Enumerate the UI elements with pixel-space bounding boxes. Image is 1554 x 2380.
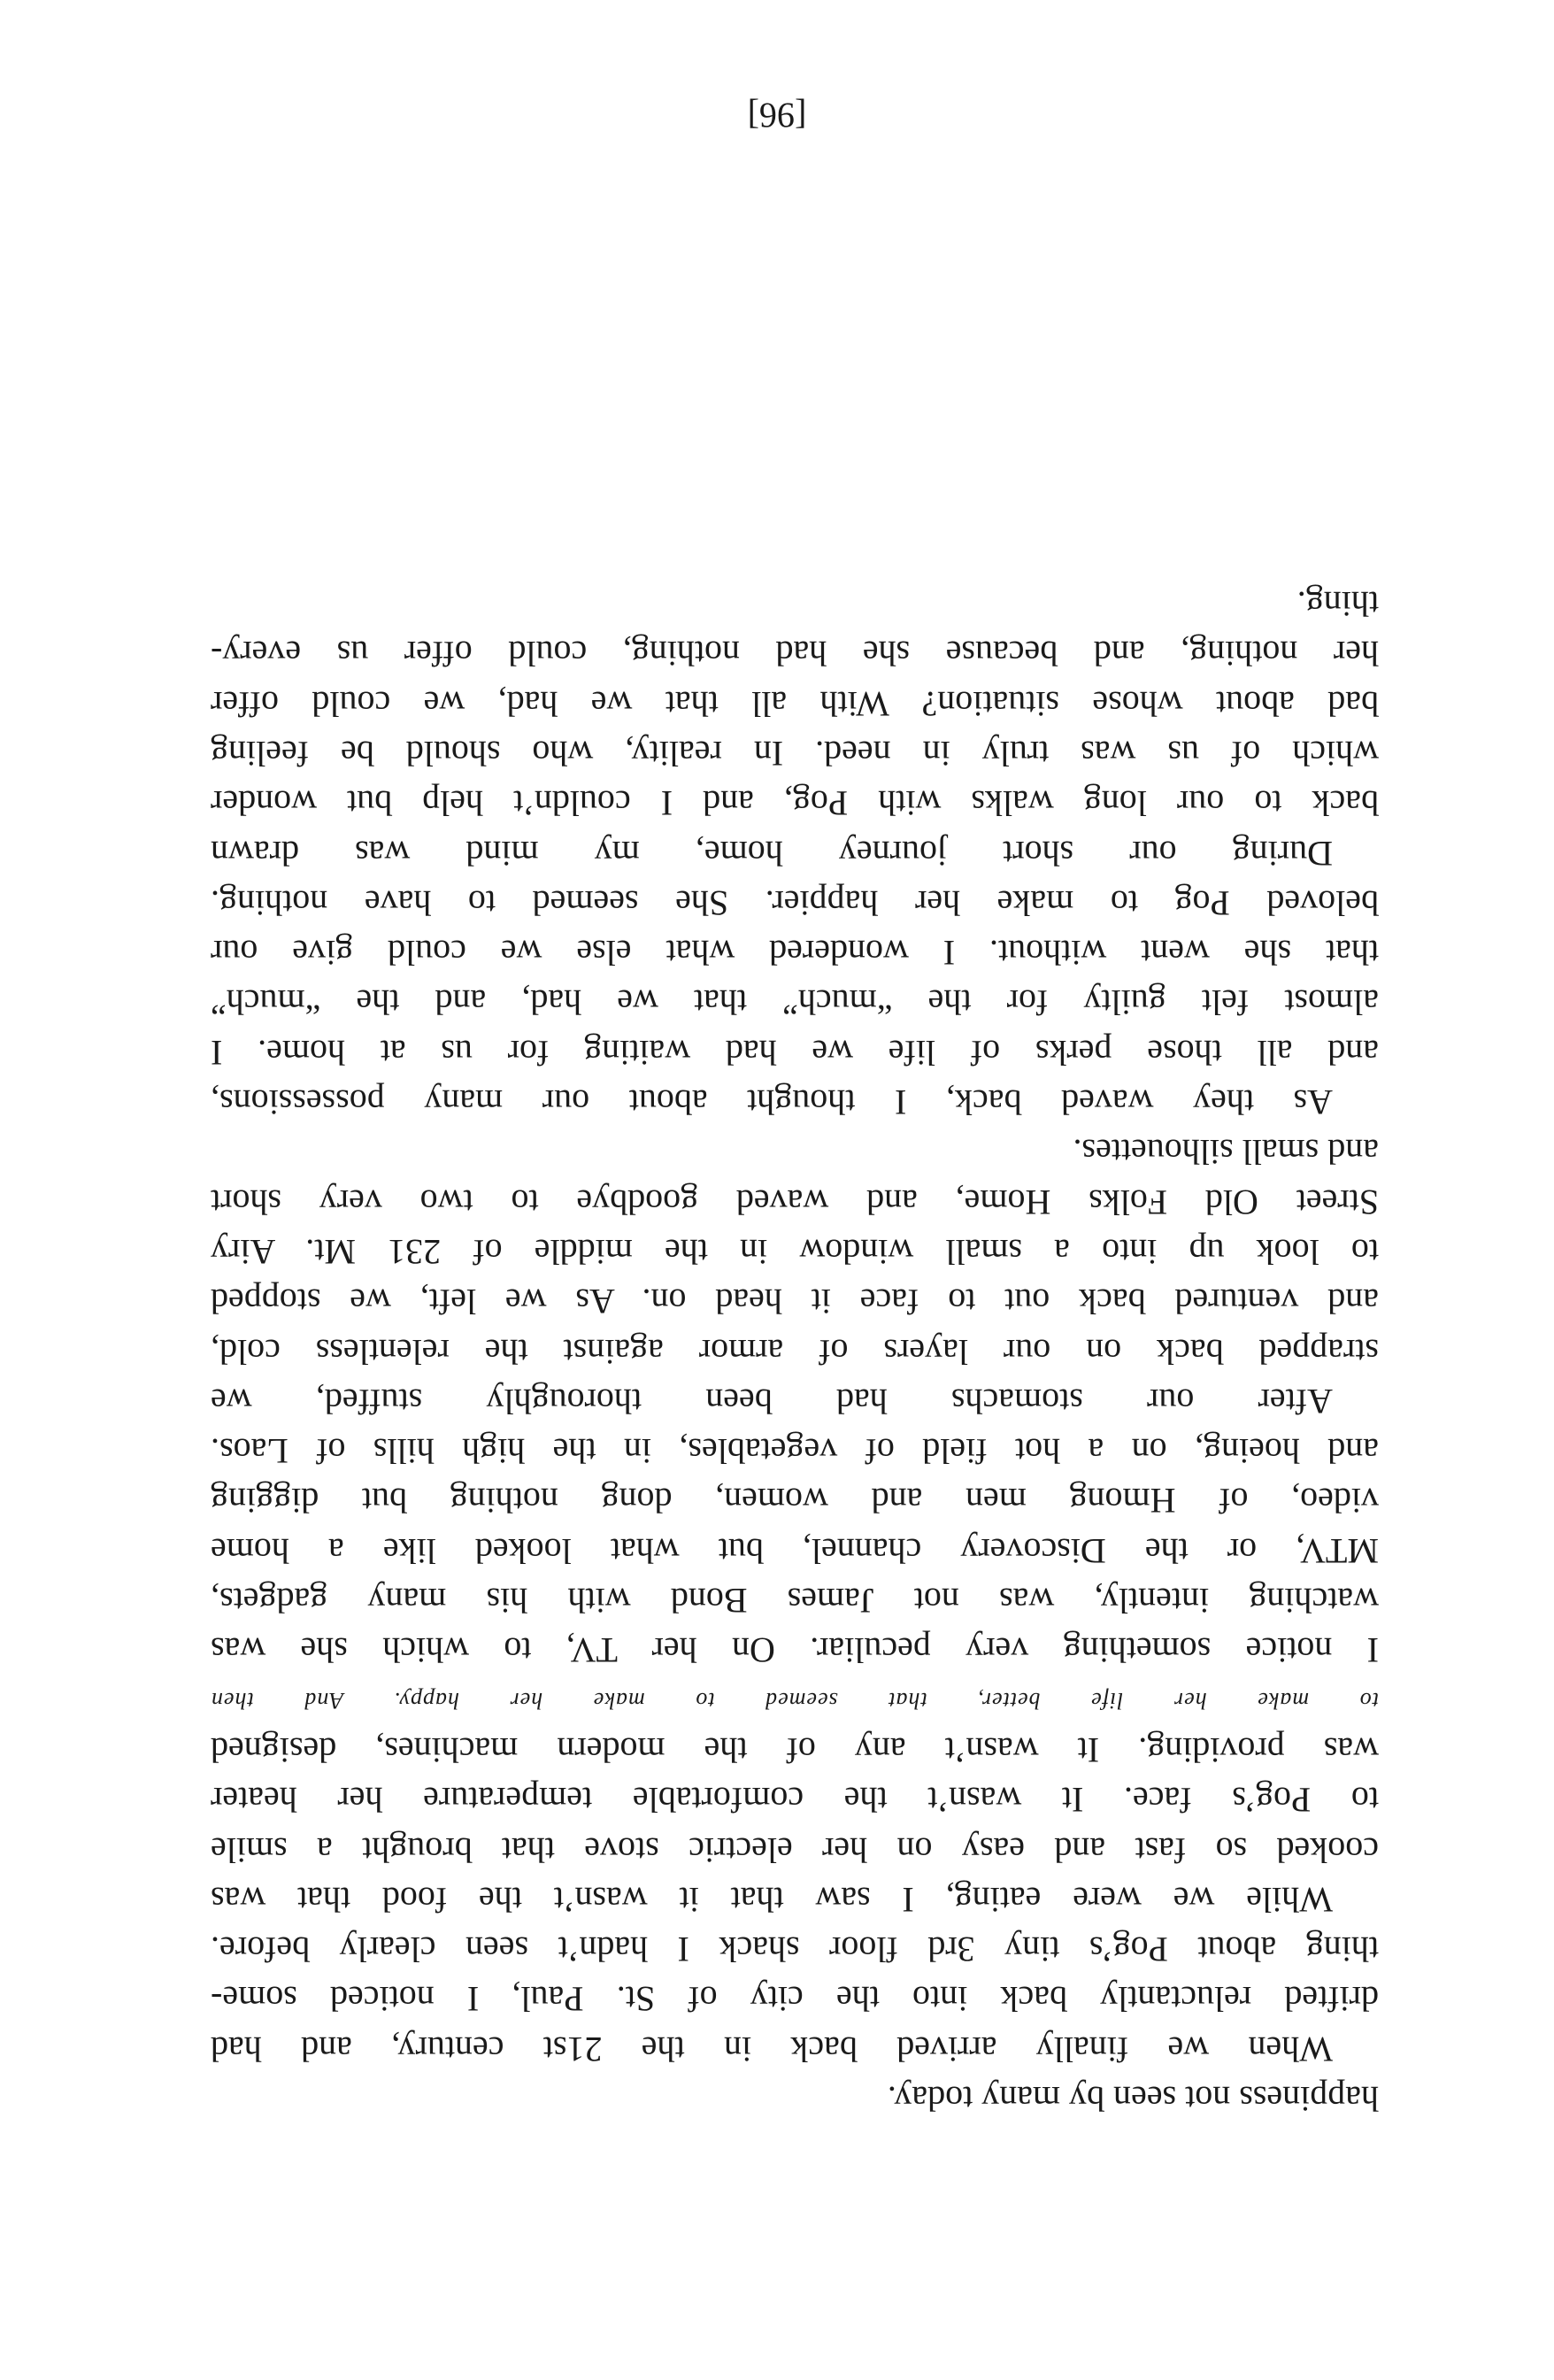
text-line: almost felt guilty for the “much” that we had, and the “much” [211,982,1379,1023]
text-line: During our short journey home, my mind was drawn [211,833,1333,874]
text-line: back to our long walks with Pog, and I couldn’t help but wonder [211,783,1379,824]
text-line: thing about Pog’s tiny 3rd floor shack I hadn’t seen clearly before. [211,1929,1379,1970]
text-line: While we were eating, I saw that it wasn’t the food that was [211,1879,1333,1920]
text-line: When we finally arrived back in the 21st century, and had [211,2029,1333,2069]
text-line: happiness not seen by many today. [887,2079,1379,2119]
text-line: bad about whose situation? With all that we had, we could offer [211,683,1379,724]
text-line: that she went without. I wondered what else we could give our [211,933,1379,974]
text-line: Street Old Folks Home, and waved goodbye to two very short [211,1182,1379,1222]
text-line: drifted reluctantly back into the city of St. Paul, I noticed some- [211,1979,1379,2020]
page-number: [96] [747,96,807,135]
text-line: beloved Pog to make her happier. She seemed to have nothing. [211,882,1379,923]
text-line: and small silhouettes. [1073,1132,1379,1173]
text-line: to look up into a small window in the middle of 231 Mt. Airy [211,1231,1379,1272]
text-line: thing. [1296,584,1379,625]
text-line: her nothing, and because she had nothing, could offer us every- [211,634,1379,674]
text-line: strapped back on our layers of armor against the relentless cold, [211,1331,1379,1372]
text-line: After our stomachs had been thoroughly stuffed, we [211,1381,1333,1421]
text-line: to make her life better, that seemed to make her happy. And then [211,1687,1379,1714]
text-line: MTV, or the Discovery channel, but what looked like a home [211,1530,1379,1571]
text-line: to Pog’s face. It wasn’t the comfortable temperature her heater [211,1780,1379,1821]
text-line: video, of Hmong men and women, dong nothing but digging [211,1481,1379,1521]
text-line: and ventured back out to face it head on. As we left, we stopped [211,1282,1379,1322]
body-text [211,579,1379,2123]
text-line: I notice something very peculiar. On her TV, to which she was [211,1630,1379,1671]
text-line: and all those perks of life we had waiting for us at home. I [211,1032,1379,1073]
text-line: As they waved back, I thought about our many possessions, [211,1082,1333,1123]
text-line: cooked so fast and easy on her electric stove that brought a smile [211,1829,1379,1870]
text-line: watching intently, was not James Bond with his many gadgets, [211,1581,1379,1621]
text-line: and hoeing, on a hot field of vegetables, in the high hills of Laos. [211,1431,1379,1472]
text-line: was providing. It wasn’t any of the modern machines, designed [211,1729,1379,1770]
text-line: which of us was truly in need. In reality, who should be feeling [211,733,1379,774]
